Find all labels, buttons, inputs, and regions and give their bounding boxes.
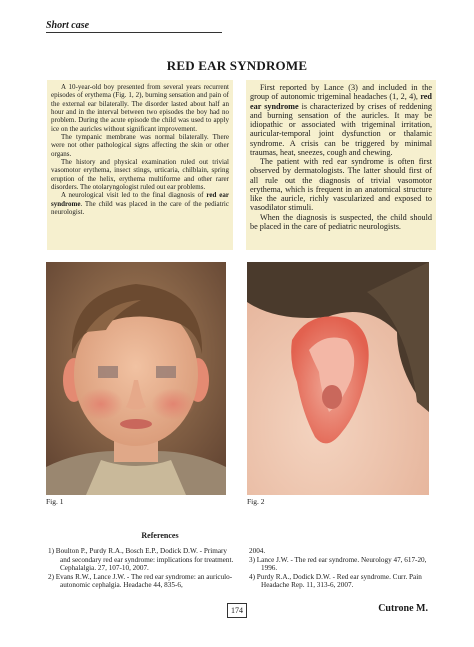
- reference-item: 2004.: [249, 547, 266, 555]
- bold-term: red ear syndrome: [250, 92, 432, 111]
- references-title: References: [141, 531, 179, 540]
- paragraph: A 10-year-old boy presented from several years recurrent episodes of erythema (Fig. 1, 2), burning sensation and pain of the external ear bilaterally. The disorder lasted about half an hour and in the interval between two episodes the boy had no problem. During the acute episode the child was used to apply ice on the auricles without significant improvement.: [51, 83, 229, 133]
- reference-item: 3) Lance J.W. - The red ear syndrome. Neurology 47, 617-20, 1996.: [249, 555, 427, 573]
- paragraph: First reported by Lance (3) and included in the group of autonomic trigeminal headaches (1, 2, 4), red ear syndrome is characterized by crises of reddening and burning sensation of the auricles. It may be idiopathic or associated with trigeminal irritation, auricular-temporal joint dysfunction or thalamic syndrome. A crisis can be triggered by minimal traumas, heat, sneezes, cough and chewing.: [250, 83, 432, 157]
- author-name: Cutrone M.: [378, 603, 428, 614]
- child-face-illustration: [46, 262, 226, 495]
- paragraph: The patient with red ear syndrome is often first observed by dermatologists. The latter should first of all rule out the diagnosis of trivial vasomotor erythema, which is frequent in an anatomical structure like the auricle, richly vascularized and exposed to vasodilator stimuli.: [250, 157, 432, 213]
- references-left: [48, 547, 234, 590]
- reference-item: 4) Purdy R.A., Dodick D.W. - Red ear syndrome. Curr. Pain Headache Rep. 11, 313-6, 2007.: [249, 572, 422, 590]
- reference-item: 1) Boulton P., Purdy R.A., Bosch E.P., Dodick D.W. - Primary and secondary red ear syndrome: implications for treatment. Cephalalgia. 27, 107-10, 2007.: [48, 547, 234, 573]
- right-text-column: [246, 80, 436, 250]
- paragraph: When the diagnosis is suspected, the child should be placed in the care of pediatric neurologists.: [250, 212, 432, 231]
- page-number: 174: [227, 603, 247, 618]
- paragraph: The history and physical examination ruled out trivial vasomotor erythema, insect stings, urticaria, chilblain, spring eruption of the helix, erythema multiforme and other rarer disorders. The otolaryngologist ruled out ear problems.: [51, 158, 229, 192]
- header-rule: [46, 32, 222, 33]
- left-text-column: [47, 80, 233, 250]
- figure-2-label: Fig. 2: [247, 497, 265, 506]
- reference-item: 2) Evans R.W., Lance J.W. - The red ear syndrome: an auriculo-autonomic cephalgia. Headache 44, 835-6,: [48, 572, 233, 590]
- section-header: Short case: [46, 20, 90, 31]
- figure-1-photo: [46, 262, 226, 495]
- references-right: [249, 547, 431, 590]
- red-ear-illustration: [247, 262, 429, 495]
- paragraph: A neurological visit led to the final diagnosis of red ear syndrome. The child was placed in the care of the pediatric neurologist.: [51, 191, 229, 217]
- figure-2-photo: [247, 262, 429, 495]
- paragraph: The tympanic membrane was normal bilaterally. There were not other pathological signs affecting the skin or other organs.: [51, 133, 229, 158]
- bold-term: red ear syndrome: [51, 191, 229, 208]
- article-title: RED EAR SYNDROME: [166, 58, 308, 73]
- figure-1-label: Fig. 1: [46, 497, 64, 506]
